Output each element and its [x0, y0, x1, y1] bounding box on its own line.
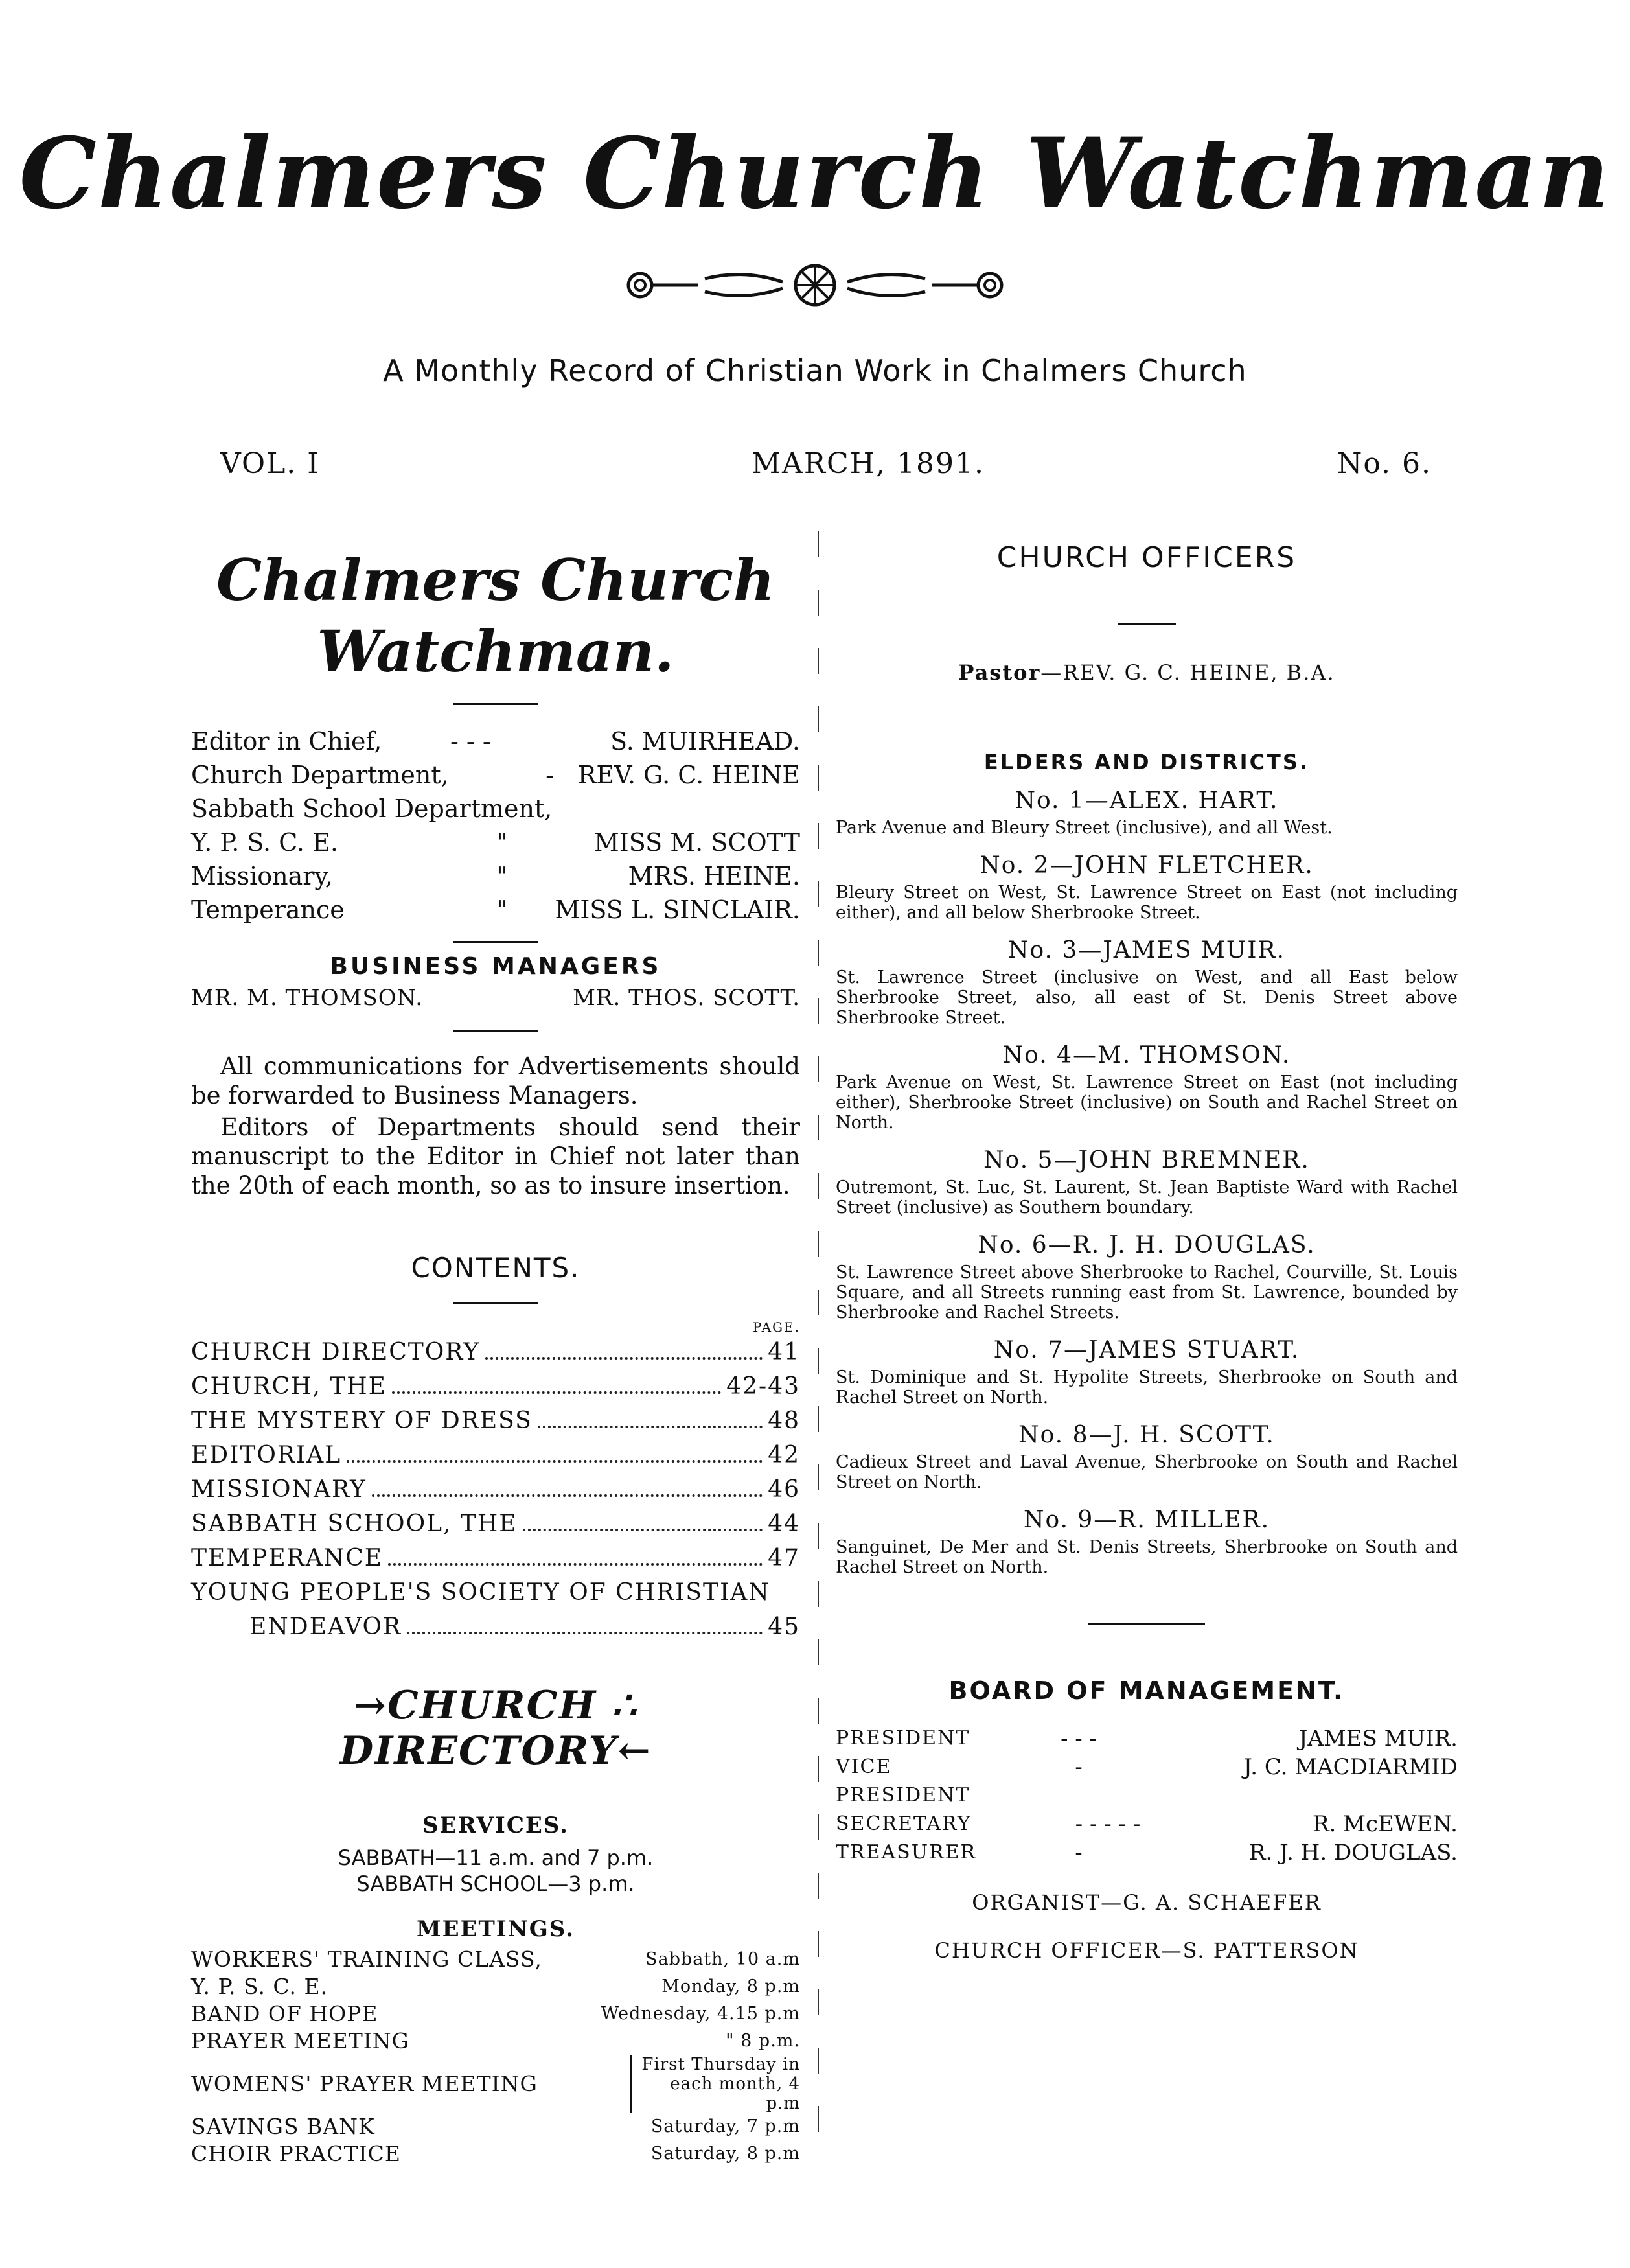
pastor-line [836, 660, 1458, 685]
editorial-box-title: Chalmers Church Watchman. [216, 546, 775, 685]
district-entry: No. 7—JAMES STUART. St. Dominique and St. Hypolite Streets, Sherbrooke on South and Rachel Street on North. [836, 1337, 1458, 1407]
masthead-ornament [0, 259, 1630, 314]
divider [1118, 623, 1176, 625]
issue-date: MARCH, 1891. [752, 447, 985, 480]
column-divider [818, 531, 819, 2151]
board-list [836, 1724, 1458, 1867]
issue-volume: VOL. I [220, 447, 320, 480]
contents-item: CHURCH DIRECTORY 41 [191, 1339, 800, 1365]
district-entry: No. 9—R. MILLER. Sanguinet, De Mer and St. Denis Streets, Sherbrooke on South and Rachel Street on North. [836, 1507, 1458, 1577]
district-entry: No. 5—JOHN BREMNER. Outremont, St. Luc, St. Laurent, St. Jean Baptiste Ward with Rachel Street (inclusive) as Southern boundary. [836, 1147, 1458, 1218]
staff-row: Editor in Chief, - - - S. MUIRHEAD. [191, 727, 800, 756]
meeting-row: WORKERS' TRAINING CLASS, Sabbath, 10 a.m [191, 1947, 800, 1972]
divider [453, 1302, 538, 1304]
divider [453, 1030, 538, 1032]
masthead-title: Chalmers Church Watchman [19, 117, 1611, 231]
contents-item: MISSIONARY 46 [191, 1476, 800, 1503]
contents-item: THE MYSTERY OF DRESS 48 [191, 1407, 800, 1434]
staff-row: Sabbath School Department, [191, 794, 553, 823]
staff-list [191, 724, 800, 927]
meeting-row: Y. P. S. C. E. Monday, 8 p.m [191, 1974, 800, 1999]
meeting-row: BAND OF HOPE Wednesday, 4.15 p.m [191, 2001, 800, 2026]
districts-list [836, 787, 1458, 1577]
directory-heading: →CHURCH ∴ DIRECTORY← [339, 1683, 652, 1774]
divider [453, 941, 538, 943]
business-manager-left: MR. M. THOMSON. [191, 985, 424, 1011]
meeting-row: PRAYER MEETING " 8 p.m. [191, 2028, 800, 2054]
contents-list [191, 1335, 800, 1644]
contents-item: EDITORIAL 42 [191, 1442, 800, 1468]
board-heading: BOARD OF MANAGEMENT. [948, 1676, 1345, 1705]
staff-row: Y. P. S. C. E. " MISS M. SCOTT [191, 828, 800, 857]
services-line: SABBATH SCHOOL—3 p.m. [356, 1871, 635, 1896]
issue-line [220, 447, 1432, 492]
divider [1088, 1623, 1205, 1625]
right-column [836, 531, 1458, 1963]
contents-item: TEMPERANCE 47 [191, 1545, 800, 1571]
masthead-subtitle: A Monthly Record of Christian Work in Chalmers Church [383, 353, 1247, 388]
contents-item: YOUNG PEOPLE'S SOCIETY OF CHRISTIAN [191, 1579, 770, 1606]
business-manager-right: MR. THOS. SCOTT. [573, 985, 800, 1011]
staff-row: Temperance " MISS L. SINCLAIR. [191, 896, 800, 924]
contents-item: SABBATH SCHOOL, THE 44 [191, 1510, 800, 1537]
board-row: SECRETARY - - - - - R. McEWEN. [836, 1811, 1458, 1837]
contents-item: CHURCH, THE 42-43 [191, 1373, 800, 1400]
district-entry: No. 1—ALEX. HART. Park Avenue and Bleury Street (inclusive), and all West. [836, 787, 1333, 838]
contents-heading: CONTENTS. [411, 1252, 580, 1284]
board-row: PRESIDENT - - - JAMES MUIR. [836, 1726, 1458, 1752]
business-managers [191, 985, 800, 1011]
services-heading: SERVICES. [422, 1812, 569, 1838]
district-entry: No. 4—M. THOMSON. Park Avenue on West, St. Lawrence Street on East (not including either), Sherbrooke Street (inclusive) on South and Rachel Street on North. [836, 1042, 1458, 1133]
services-line: SABBATH—11 a.m. and 7 p.m. [338, 1846, 654, 1870]
organist-line: ORGANIST—G. A. SCHAEFER [972, 1890, 1322, 1915]
divider [453, 703, 538, 705]
meetings-heading: MEETINGS. [417, 1916, 575, 1942]
pastor-label: Pastor [958, 660, 1041, 685]
notice-advertisements: All communications for Advertisements should be forwarded to Business Managers. [191, 1052, 800, 1109]
meeting-row: SAVINGS BANK Saturday, 7 p.m [191, 2114, 800, 2139]
district-entry: No. 6—R. J. H. DOUGLAS. St. Lawrence Street above Sherbrooke to Rachel, Courville, St. Louis Square, and all Streets running east from St. Lawrence, bounded by Sherbrooke and Rachel Streets. [836, 1232, 1458, 1323]
board-row: TREASURER - R. J. H. DOUGLAS. [836, 1840, 1458, 1866]
district-entry: No. 8—J. H. SCOTT. Cadieux Street and Laval Avenue, Sherbrooke on South and Rachel Street on North. [836, 1422, 1458, 1492]
officers-heading: CHURCH OFFICERS [996, 541, 1297, 574]
business-heading: BUSINESS MANAGERS [330, 953, 661, 980]
meeting-row: CHOIR PRACTICE Saturday, 8 p.m [191, 2141, 800, 2166]
meetings-list [191, 1946, 800, 2168]
notice-editors: Editors of Departments should send their manuscript to the Editor in Chief not later than the 20th of each month, so as to insure insertion. [191, 1113, 800, 1199]
staff-row: Missionary, " MRS. HEINE. [191, 862, 800, 890]
left-column [191, 531, 800, 2168]
ornament-icon [614, 259, 1016, 311]
board-row: VICE PRESIDENT - J. C. MACDIARMID [836, 1754, 1458, 1807]
church-officer-line: CHURCH OFFICER—S. PATTERSON [934, 1938, 1359, 1963]
contents-item: ENDEAVOR 45 [249, 1614, 800, 1640]
pastor-name: —REV. G. C. HEINE, B.A. [1040, 660, 1335, 685]
district-entry: No. 3—JAMES MUIR. St. Lawrence Street (inclusive on West, and all East below Sherbrooke Street, also, all east of St. Denis Street above Sherbrooke Street. [836, 937, 1458, 1028]
staff-row: Church Department, - REV. G. C. HEINE [191, 761, 800, 789]
issue-number: No. 6. [1337, 447, 1432, 480]
elders-heading: ELDERS AND DISTRICTS. [983, 750, 1310, 774]
district-entry: No. 2—JOHN FLETCHER. Bleury Street on West, St. Lawrence Street on East (not including either), and all below Sherbrooke Street. [836, 852, 1458, 923]
contents-page-label: PAGE. [753, 1319, 800, 1335]
meeting-row: WOMENS' PRAYER MEETING First Thursday in each month, 4 p.m [191, 2055, 800, 2113]
